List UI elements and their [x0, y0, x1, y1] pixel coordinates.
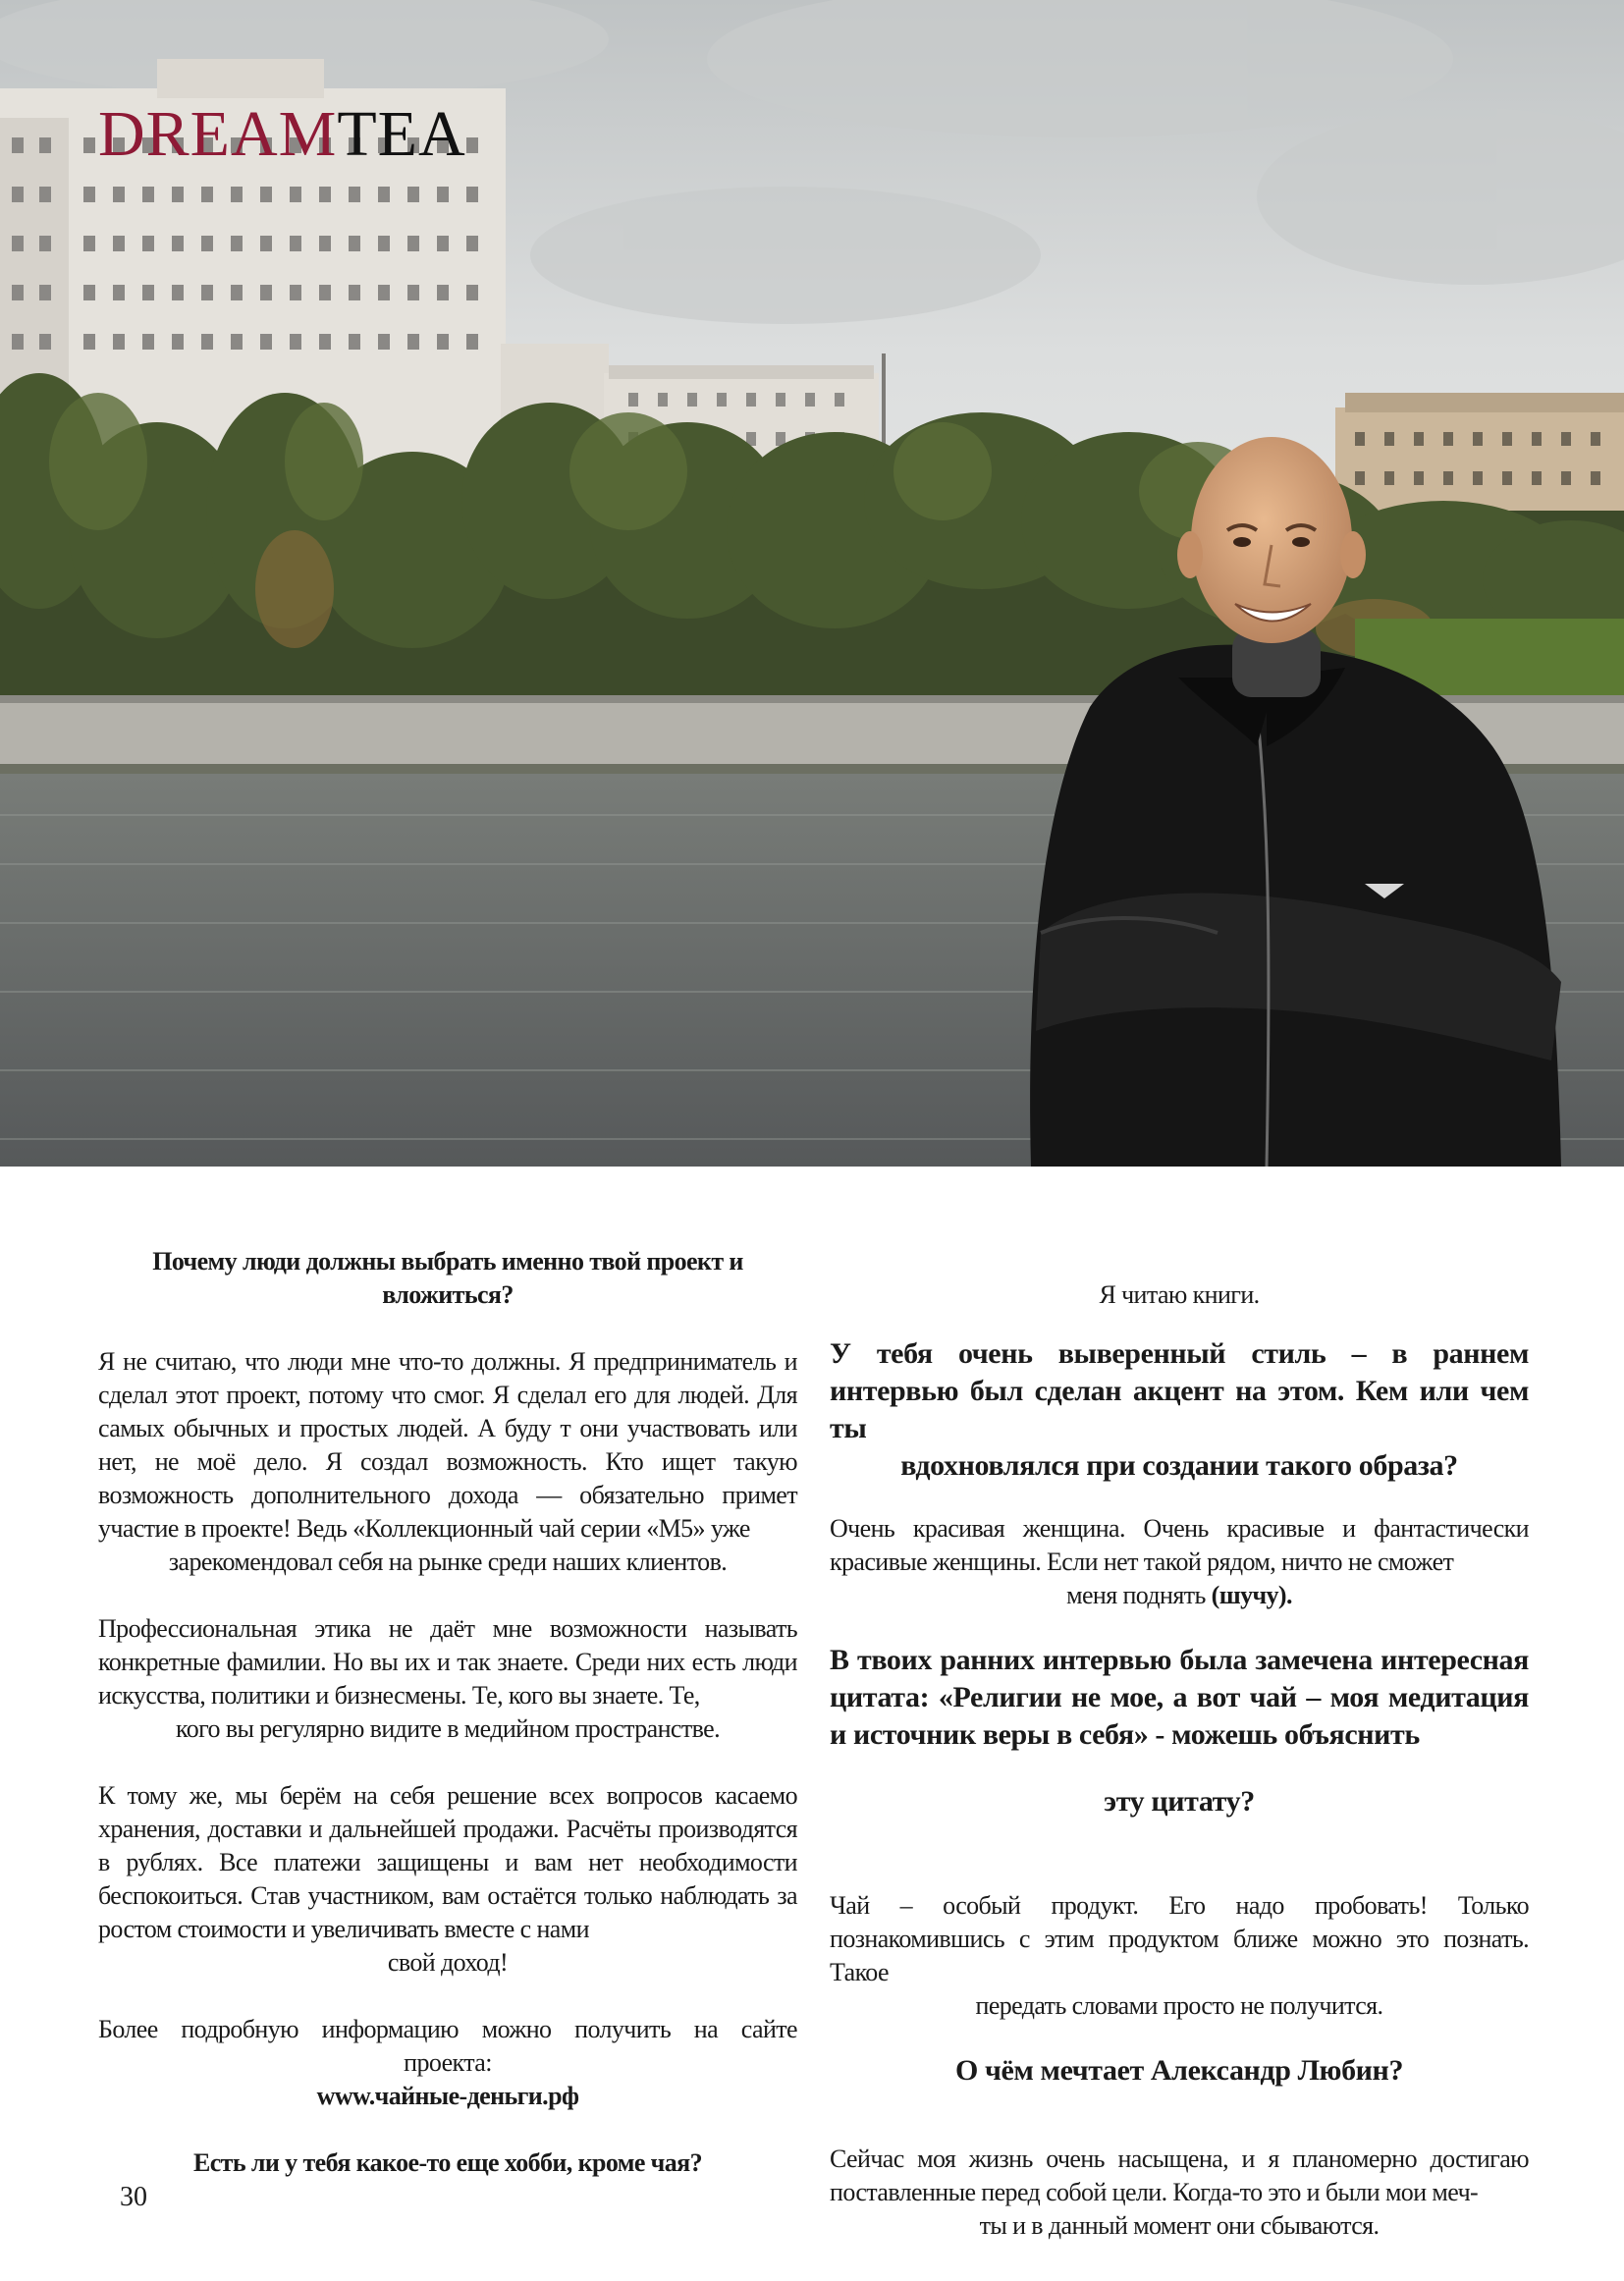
answer-dream-end: ты и в данный момент они сбываются.	[979, 2211, 1380, 2240]
answer-paragraph-3: К тому же, мы берём на себя решение всех вопросов касаемо хранения, доставки и дальнейшей продажи. Расчёты производятся в рублях. Все платежи защищены и вам нет необходимости беспокоиться. Став участником, вам остаётся только наблюдать за ростом стоимости и увеличивать вместе с нами	[98, 1781, 797, 1943]
project-website-link[interactable]: www.чайные-деньги.рф	[316, 2082, 579, 2110]
question-style: У тебя очень выверенный стиль – в раннем интервью был сделан акцент на этом. Кем или чем ты	[830, 1337, 1529, 1444]
answer-dream: Сейчас моя жизнь очень насыщена, и я планомерно достигаю поставленные перед собой цели. Когда-то это и были мои меч-	[830, 2145, 1529, 2206]
left-column	[98, 1245, 797, 2180]
masthead-word-tea: TEA	[337, 98, 466, 170]
answer-style-end-text: меня поднять	[1066, 1581, 1206, 1609]
answer-style: Очень красивая женщина. Очень красивые и фантастически красивые женщины. Если нет такой рядом, ничто не сможет	[830, 1514, 1529, 1576]
question-hobby: Есть ли у тебя какое-то еще хобби, кроме чая?	[193, 2148, 702, 2177]
answer-paragraph-1-end: зарекомендовал себя на рынке среди наших клиентов.	[168, 1548, 728, 1576]
answer-paragraph-4: Более подробную информацию можно получить на сайте	[98, 2015, 797, 2043]
answer-paragraph-1: Я не считаю, что люди мне что-то должны. Я предприниматель и сделал этот проект, потому что смог. Я сделал его для людей. Для самых обычных и простых людей. А буду т они участвовать или нет, не моё дело. Я создал возможность. Кто ищет такую возможность дополнительного дохода — обязательно примет участие в проекте! Ведь «Коллекционный чай серии «М5» уже	[98, 1347, 797, 1543]
question-quote-end: эту цитату?	[1104, 1785, 1255, 1818]
masthead-logo	[98, 98, 466, 170]
page-number: 30	[120, 2182, 147, 2212]
masthead-word-dream: DREAM	[98, 98, 338, 170]
question-style-end: вдохновлялся при создании такого образа?	[900, 1449, 1458, 1482]
question-dream: О чём мечтает Александр Любин?	[954, 2054, 1404, 2087]
answer-style-joke: (шучу).	[1211, 1581, 1292, 1609]
question-why-project: Почему люди должны выбрать именно твой проект и вложиться?	[152, 1247, 743, 1309]
answer-paragraph-3-end: свой доход!	[387, 1948, 509, 1977]
right-column	[830, 1245, 1529, 2243]
answer-style-end	[830, 1579, 1529, 1612]
answer-quote: Чай – особый продукт. Его надо пробовать! Только познакомившись с этим продуктом ближе можно это познать. Такое	[830, 1891, 1529, 1986]
answer-quote-end: передать словами просто не получится.	[975, 1991, 1383, 2020]
answer-paragraph-2-end: кого вы регулярно видите в медийном пространстве.	[176, 1714, 720, 1743]
answer-paragraph-4-end: проекта:	[404, 2048, 492, 2077]
answer-hobby: Я читаю книги.	[1099, 1280, 1260, 1309]
answer-paragraph-2: Профессиональная этика не даёт мне возможности называть конкретные фамилии. Но вы их и так знаете. Среди них есть люди искусства, политики и бизнесмены. Те, кого вы знаете. Те,	[98, 1614, 797, 1710]
question-quote: В твоих ранних интервью была замечена интересная цитата: «Религии не мое, а вот чай – моя медитация и источник веры в себя» - можешь объяснить	[830, 1644, 1529, 1751]
